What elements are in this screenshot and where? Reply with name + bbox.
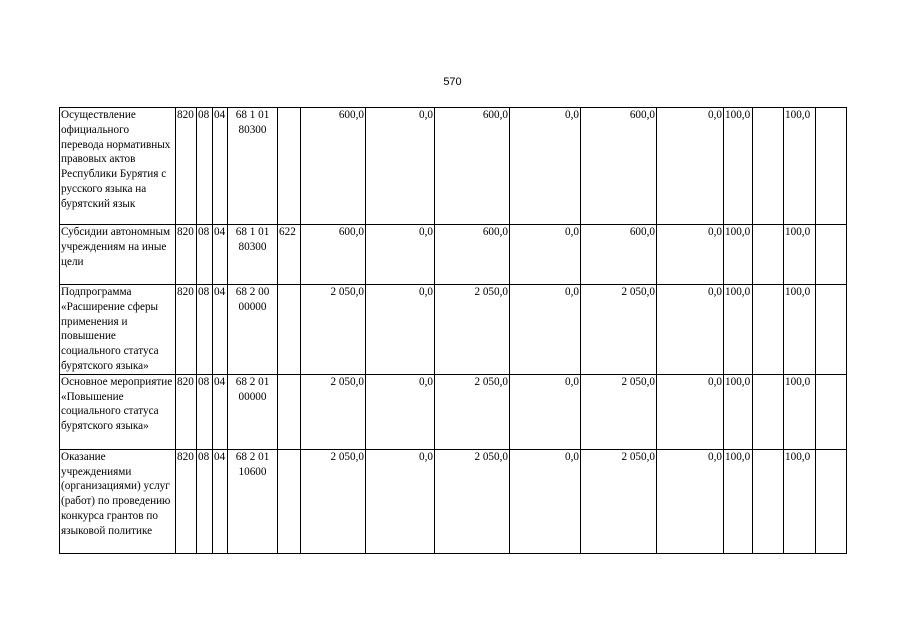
table-row <box>60 285 847 375</box>
amount-2: 0,0 <box>366 374 435 449</box>
row-name: Осуществление официального перевода нормативных правовых актов Республики Бурятия с русского языка на бурятский язык <box>60 108 176 225</box>
amount-6: 0,0 <box>657 285 724 375</box>
amount-4: 0,0 <box>510 374 581 449</box>
subsection-code: 04 <box>213 285 228 375</box>
amount-4: 0,0 <box>510 285 581 375</box>
amount-3: 2 050,0 <box>435 285 510 375</box>
table-row <box>60 108 847 225</box>
amount-3: 600,0 <box>435 225 510 285</box>
grbs-code: 820 <box>176 108 197 225</box>
empty-cell <box>816 285 847 375</box>
amount-6: 0,0 <box>657 449 724 553</box>
subsection-code: 04 <box>213 108 228 225</box>
percent-2: 100,0 <box>784 285 816 375</box>
subsection-code: 04 <box>213 449 228 553</box>
amount-2: 0,0 <box>366 285 435 375</box>
page-number: 570 <box>443 76 462 88</box>
percent-2: 100,0 <box>784 374 816 449</box>
amount-5: 600,0 <box>581 225 657 285</box>
amount-1: 2 050,0 <box>301 374 366 449</box>
section-code: 08 <box>197 285 213 375</box>
percent-2: 100,0 <box>784 108 816 225</box>
amount-1: 2 050,0 <box>301 285 366 375</box>
expense-type-code <box>278 374 301 449</box>
percent-2: 100,0 <box>784 449 816 553</box>
amount-4: 0,0 <box>510 449 581 553</box>
amount-4: 0,0 <box>510 225 581 285</box>
empty-cell <box>753 225 784 285</box>
percent-1: 100,0 <box>724 225 753 285</box>
percent-1: 100,0 <box>724 374 753 449</box>
amount-5: 2 050,0 <box>581 285 657 375</box>
empty-cell <box>753 449 784 553</box>
section-code: 08 <box>197 225 213 285</box>
grbs-code: 820 <box>176 374 197 449</box>
expense-type-code <box>278 449 301 553</box>
empty-cell <box>816 449 847 553</box>
amount-4: 0,0 <box>510 108 581 225</box>
grbs-code: 820 <box>176 449 197 553</box>
table-row <box>60 225 847 285</box>
expense-type-code <box>278 285 301 375</box>
table-row <box>60 374 847 449</box>
amount-5: 2 050,0 <box>581 374 657 449</box>
amount-2: 0,0 <box>366 225 435 285</box>
target-article-code: 68 2 00 00000 <box>228 285 278 375</box>
amount-3: 600,0 <box>435 108 510 225</box>
section-code: 08 <box>197 449 213 553</box>
target-article-code: 68 2 01 10600 <box>228 449 278 553</box>
amount-2: 0,0 <box>366 108 435 225</box>
amount-6: 0,0 <box>657 374 724 449</box>
empty-cell <box>753 285 784 375</box>
target-article-code: 68 1 01 80300 <box>228 225 278 285</box>
amount-1: 600,0 <box>301 225 366 285</box>
subsection-code: 04 <box>213 374 228 449</box>
section-code: 08 <box>197 374 213 449</box>
amount-3: 2 050,0 <box>435 449 510 553</box>
target-article-code: 68 2 01 00000 <box>228 374 278 449</box>
amount-2: 0,0 <box>366 449 435 553</box>
expense-type-code: 622 <box>278 225 301 285</box>
percent-1: 100,0 <box>724 108 753 225</box>
amount-6: 0,0 <box>657 225 724 285</box>
percent-1: 100,0 <box>724 449 753 553</box>
amount-3: 2 050,0 <box>435 374 510 449</box>
empty-cell <box>753 108 784 225</box>
empty-cell <box>816 108 847 225</box>
budget-table <box>59 107 847 554</box>
percent-1: 100,0 <box>724 285 753 375</box>
amount-5: 600,0 <box>581 108 657 225</box>
row-name: Оказание учреждениями (организациями) услуг (работ) по проведению конкурса грантов по языковой политике <box>60 449 176 553</box>
empty-cell <box>753 374 784 449</box>
expense-type-code <box>278 108 301 225</box>
empty-cell <box>816 374 847 449</box>
row-name: Подпрограмма «Расширение сферы применения и повышение социального статуса бурятского языка» <box>60 285 176 375</box>
percent-2: 100,0 <box>784 225 816 285</box>
row-name: Субсидии автономным учреждениям на иные цели <box>60 225 176 285</box>
grbs-code: 820 <box>176 285 197 375</box>
subsection-code: 04 <box>213 225 228 285</box>
amount-6: 0,0 <box>657 108 724 225</box>
grbs-code: 820 <box>176 225 197 285</box>
amount-5: 2 050,0 <box>581 449 657 553</box>
amount-1: 2 050,0 <box>301 449 366 553</box>
table-row <box>60 449 847 553</box>
empty-cell <box>816 225 847 285</box>
target-article-code: 68 1 01 80300 <box>228 108 278 225</box>
amount-1: 600,0 <box>301 108 366 225</box>
row-name: Основное мероприятие «Повышение социального статуса бурятского языка» <box>60 374 176 449</box>
section-code: 08 <box>197 108 213 225</box>
